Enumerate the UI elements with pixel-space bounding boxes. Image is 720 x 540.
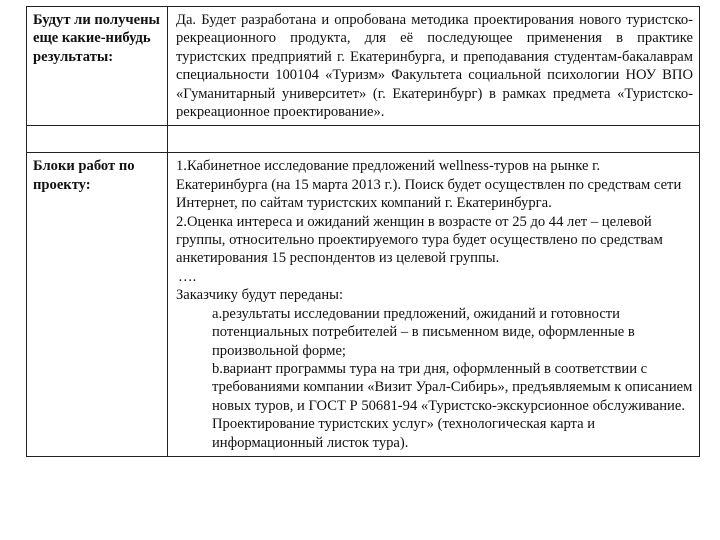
table-row-results <box>27 7 700 126</box>
work-block-item-1: 1.Кабинетное исследование предложений wellness-туров на рынке г. Екатеринбурга (на 15 марта 2013 г.). Поиск будет осуществлен по средствам сети Интернет, по сайтам туристских компаний г. Екатеринбурга. <box>176 158 682 212</box>
table-row-spacer <box>27 126 700 153</box>
deliverables-list <box>176 305 693 452</box>
deliverable-b: b.вариант программы тура на три дня, оформленный в соответствии с требованиями компании «Визит Урал-Сибирь», предъявляемым к описанием новых туров, и ГОСТ Р 50681-94 «Туристско-экскурсионное обслуживание. Проектирование туристских услуг» (технологическая карта и информационный листок тура). <box>212 360 693 451</box>
spacer-cell-right <box>168 126 700 153</box>
project-table <box>26 6 700 457</box>
work-blocks-content <box>168 153 700 457</box>
document <box>26 6 700 457</box>
results-text: Да. Будет разработана и опробована методика проектирования нового туристско-рекреационного продукта, для её последующее применения в практике туристских предприятий г. Екатеринбурга, и преподавания студентам-бакалаврам специальности 100104 «Туризм» Факультета социальной психологии НОУ ВПО «Гуманитарный университет» (г. Екатеринбург) в рамках предмета «Туристско-рекреационное проектирование». <box>168 7 700 126</box>
ellipsis: …. <box>178 268 197 285</box>
results-label: Будут ли получены еще какие-нибудь результаты: <box>27 7 168 126</box>
work-block-item-2: 2.Оценка интереса и ожиданий женщин в возрасте от 25 до 44 лет – целевой группы, относительно проектируемого тура будет осуществлено по средствам анкетирования 15 респондентов из целевой группы. <box>176 213 663 267</box>
work-blocks-label: Блоки работ по проекту: <box>27 153 168 457</box>
deliverables-title: Заказчику будут переданы: <box>176 287 344 304</box>
spacer-cell-left <box>27 126 168 153</box>
table-row-work-blocks <box>27 153 700 457</box>
deliverable-a: a.результаты исследовании предложений, ожиданий и готовности потенциальных потребителей – в письменном виде, оформленные в произвольной форме; <box>212 305 635 359</box>
